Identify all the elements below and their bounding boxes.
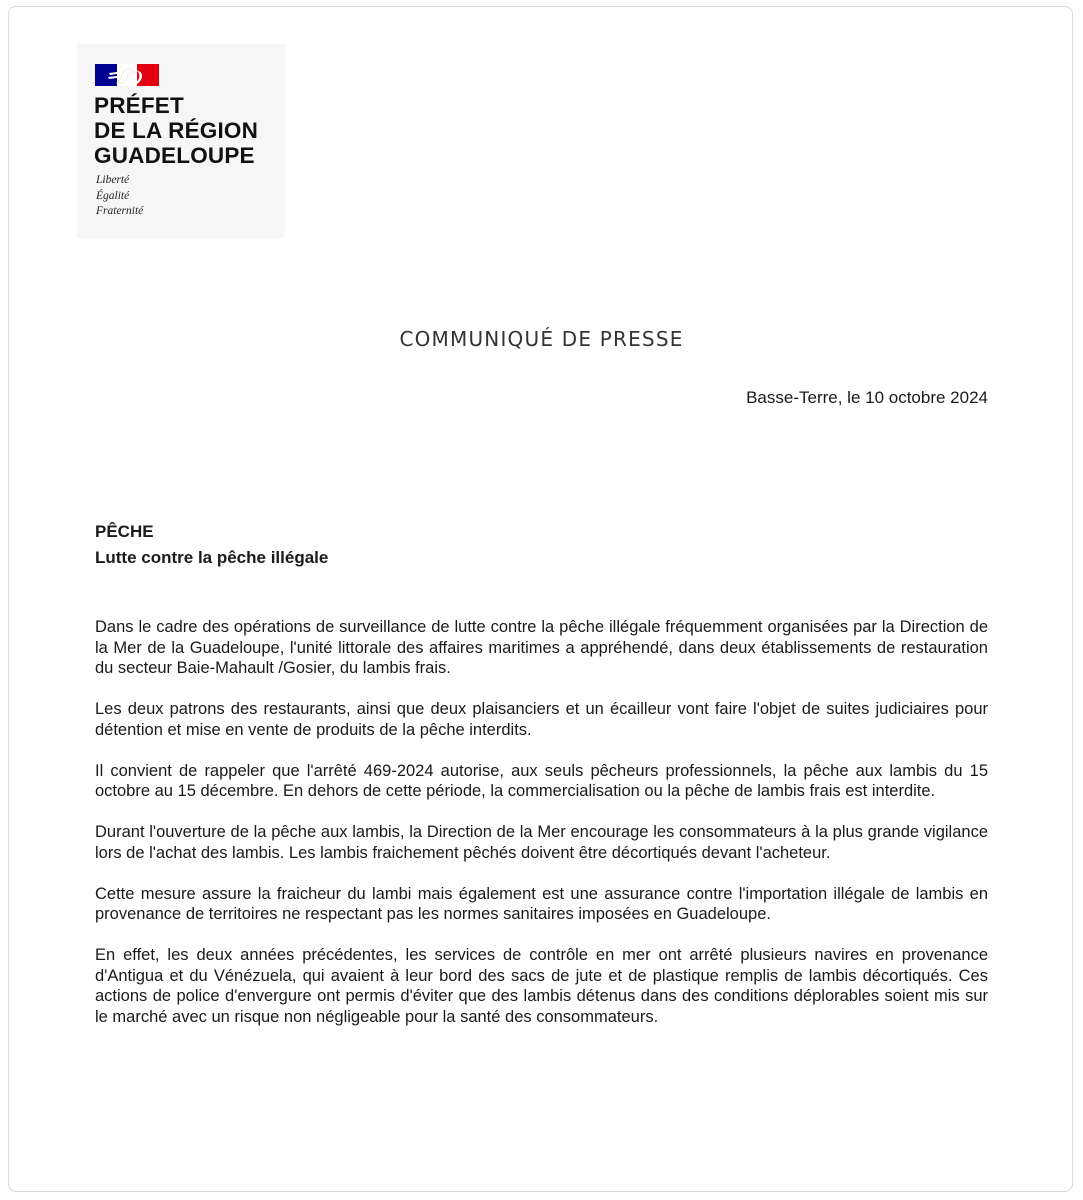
body-paragraph: En effet, les deux années précédentes, les services de contrôle en mer ont arrêté plusieurs navires en provenance d'Antigua et du Vénézuela, qui avaient à leur bord des sacs de jute et de plastique remplis de lambis décortiqués. Ces actions de police d'envergure ont permis d'éviter que des lambis détenus dans des conditions déplorables soient mis sur le marché avec un risque non négligeable pour la santé des consommateurs. xyxy=(95,946,988,1026)
body-paragraph: Cette mesure assure la fraicheur du lambi mais également est une assurance contre l'importation illégale de lambis en provenance de territoires ne respectant pas les normes sanitaires imposées en Guadeloupe. xyxy=(95,884,988,923)
authority-line-3: GUADELOUPE xyxy=(94,143,255,168)
place-and-date: Basse-Terre, le 10 octobre 2024 xyxy=(746,388,988,407)
press-release-body xyxy=(95,617,988,1027)
authority-name xyxy=(94,93,258,168)
body-paragraph: Il convient de rappeler que l'arrêté 469-2024 autorise, aux seuls pêcheurs professionnels, la pêche aux lambis du 15 octobre au 15 décembre. En dehors de cette période, la commercialisation ou la pêche de lambis frais est interdite. xyxy=(95,761,988,800)
motto-fraternite: Fraternité xyxy=(96,205,144,217)
body-paragraph: Les deux patrons des restaurants, ainsi que deux plaisanciers et un écailleur vont faire l'objet de suites judiciaires pour détention et mise en vente de produits de la pêche interdits. xyxy=(95,700,988,739)
body-paragraph: Durant l'ouverture de la pêche aux lambis, la Direction de la Mer encourage les consommateurs à la plus grande vigilance lors de l'achat des lambis. Les lambis fraichement pêchés doivent être décortiqués devant l'acheteur. xyxy=(95,823,988,862)
marianne-flag-icon xyxy=(95,64,159,86)
document-type-title: COMMUNIQUÉ DE PRESSE xyxy=(399,327,684,351)
body-paragraph: Dans le cadre des opérations de surveillance de lutte contre la pêche illégale fréquemment organisées par la Direction de la Mer de la Guadeloupe, l'unité littorale des affaires maritimes a appréhendé, dans deux établissements de restauration du secteur Baie-Mahault /Gosier, du lambis frais. xyxy=(95,618,988,677)
prefecture-logo xyxy=(77,44,285,238)
rubric-heading: PÊCHE xyxy=(95,522,154,541)
press-release-subtitle: Lutte contre la pêche illégale xyxy=(95,548,329,567)
motto-egalite: Égalité xyxy=(96,189,130,202)
authority-line-1: PRÉFET xyxy=(94,93,184,118)
motto-liberte: Liberté xyxy=(96,174,130,186)
authority-line-2: DE LA RÉGION xyxy=(94,118,259,143)
republic-motto xyxy=(96,173,143,220)
